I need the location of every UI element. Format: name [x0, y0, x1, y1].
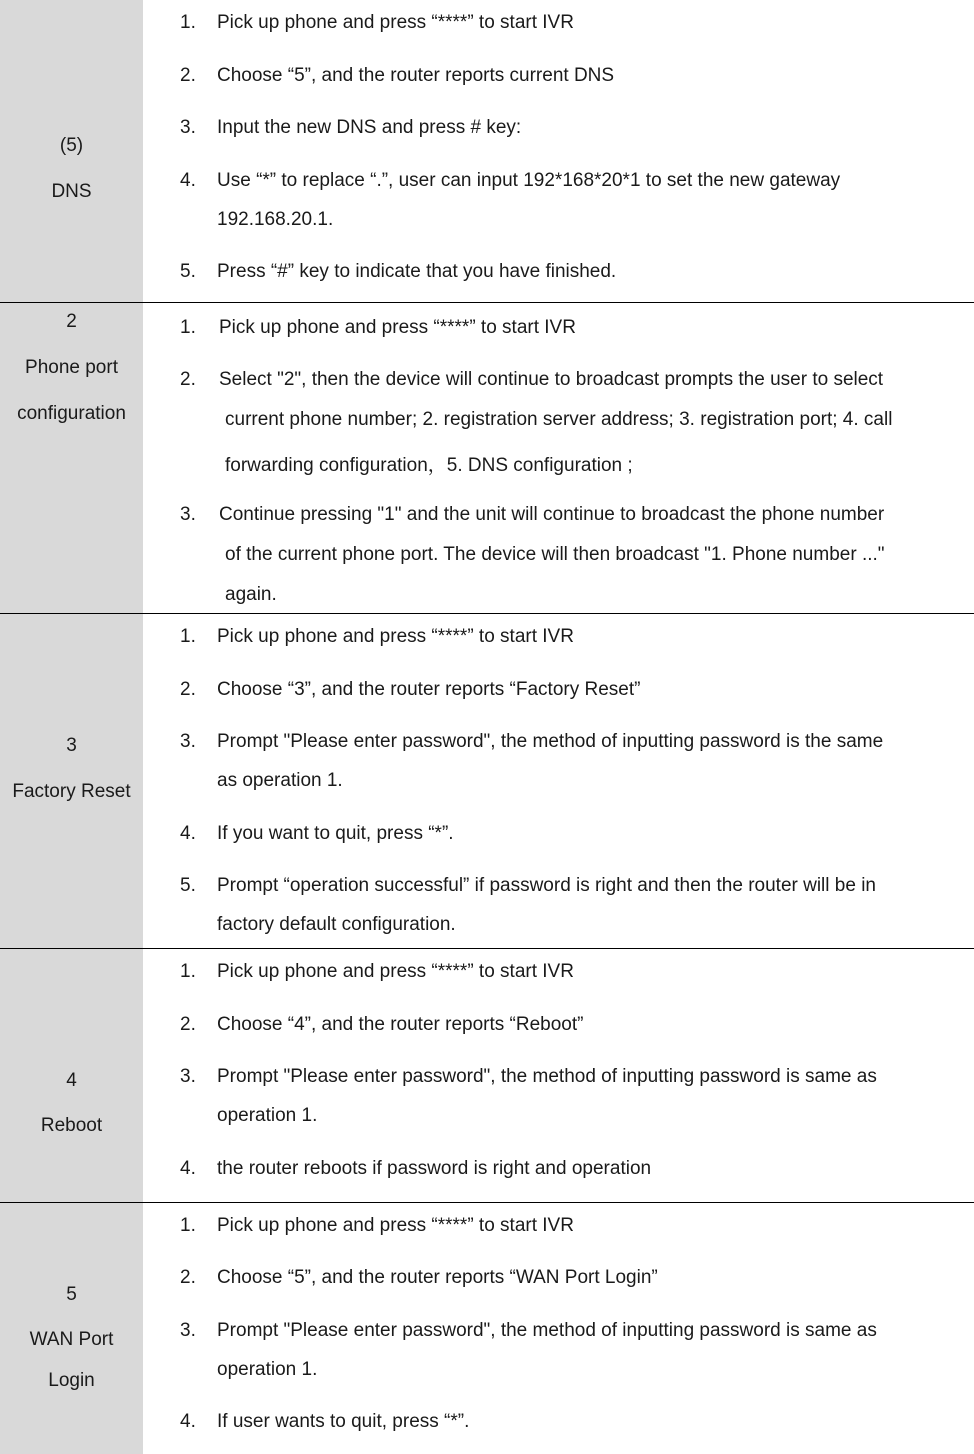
row-label-cell: [0, 1203, 143, 1454]
row-steps-cell: [143, 614, 974, 948]
step-number: 4.: [180, 170, 196, 191]
step-text-line: Choose “5”, and the router reports current DNS: [217, 65, 615, 86]
step-text-line: Prompt “operation successful” if password is right and then the router will be in: [217, 875, 876, 896]
step-text-line: Pick up phone and press “****” to start IVR: [217, 626, 574, 647]
step-text-line: Prompt "Please enter password", the method of inputting password is same as: [217, 1066, 877, 1087]
step-text-line: Pick up phone and press “****” to start IVR: [217, 961, 574, 982]
row-label-cell: [0, 614, 143, 948]
row-label-line: 3: [66, 735, 77, 756]
row-label-line: 2: [66, 311, 77, 332]
row-label-line: Factory Reset: [12, 781, 131, 802]
step-number: 4.: [180, 1158, 196, 1179]
step-text-line: forwarding configuration，5. DNS configuration ;: [225, 455, 633, 476]
step-number: 5.: [180, 875, 196, 896]
row-label-line: WAN Port: [29, 1329, 114, 1350]
step-text-line: as operation 1.: [217, 770, 343, 791]
row-label-cell: [0, 949, 143, 1202]
table-row: [0, 303, 974, 613]
row-label-line: DNS: [51, 181, 92, 202]
row-label-line: 5: [66, 1284, 77, 1305]
table-row: [0, 0, 974, 302]
row-label-line: configuration: [17, 403, 126, 424]
table-row: [0, 949, 974, 1202]
step-number: 3.: [180, 731, 196, 752]
row-steps-cell: [143, 303, 974, 613]
step-text-line: factory default configuration.: [217, 914, 456, 935]
step-text-line: Pick up phone and press “****” to start IVR: [219, 317, 576, 338]
step-number: 1.: [180, 1215, 196, 1236]
step-text-line: Prompt "Please enter password", the method of inputting password is the same: [217, 731, 884, 752]
step-text-line: of the current phone port. The device will then broadcast "1. Phone number ...": [225, 544, 885, 565]
step-number: 2.: [180, 65, 196, 86]
step-number: 2.: [180, 1014, 196, 1035]
step-text-line: again.: [225, 584, 277, 605]
step-text-line: current phone number; 2. registration server address; 3. registration port; 4. call: [225, 409, 893, 430]
step-number: 2.: [180, 679, 196, 700]
step-text-line: Prompt "Please enter password", the method of inputting password is same as: [217, 1320, 877, 1341]
step-number: 2.: [180, 1267, 196, 1288]
step-text-line: Choose “3”, and the router reports “Factory Reset”: [217, 679, 641, 700]
step-text-line: Pick up phone and press “****” to start IVR: [217, 12, 574, 33]
row-label-line: 4: [66, 1070, 77, 1091]
step-text-line: Input the new DNS and press # key:: [217, 117, 522, 138]
step-number: 4.: [180, 823, 196, 844]
row-label-line: (5): [59, 135, 84, 156]
step-text-line: Continue pressing "1" and the unit will continue to broadcast the phone number: [219, 504, 885, 525]
row-label-line: Login: [48, 1370, 95, 1391]
row-steps-cell: [143, 1203, 974, 1454]
step-text-line: the router reboots if password is right and operation: [217, 1158, 652, 1179]
step-text-line: Press “#” key to indicate that you have finished.: [217, 261, 617, 282]
step-number: 1.: [180, 317, 196, 338]
row-steps-cell: [143, 0, 974, 302]
step-number: 3.: [180, 117, 196, 138]
step-text-line: operation 1.: [217, 1359, 318, 1380]
row-label-line: Phone port: [25, 357, 118, 378]
step-number: 1.: [180, 626, 196, 647]
step-number: 1.: [180, 961, 196, 982]
step-text-line: 192.168.20.1.: [217, 209, 334, 230]
step-text-line: If user wants to quit, press “*”.: [217, 1411, 470, 1432]
step-number: 3.: [180, 504, 196, 525]
step-text-line: Pick up phone and press “****” to start IVR: [217, 1215, 574, 1236]
step-number: 3.: [180, 1320, 196, 1341]
step-text-line: operation 1.: [217, 1105, 318, 1126]
step-text-line: Choose “4”, and the router reports “Reboot”: [217, 1014, 584, 1035]
table-row: [0, 1203, 974, 1454]
row-label-cell: [0, 0, 143, 302]
row-label-line: Reboot: [40, 1115, 103, 1136]
row-label-cell: [0, 303, 143, 613]
table-row: [0, 614, 974, 948]
step-number: 5.: [180, 261, 196, 282]
step-number: 2.: [180, 369, 196, 390]
step-number: 3.: [180, 1066, 196, 1087]
step-text-line: Use “*” to replace “.”, user can input 192*168*20*1 to set the new gateway: [217, 170, 841, 191]
step-number: 4.: [180, 1411, 196, 1432]
step-text-line: Select "2", then the device will continue to broadcast prompts the user to select: [219, 369, 884, 390]
step-text-line: If you want to quit, press “*”.: [217, 823, 454, 844]
row-steps-cell: [143, 949, 974, 1202]
step-number: 1.: [180, 12, 196, 33]
step-text-line: Choose “5”, and the router reports “WAN Port Login”: [217, 1267, 658, 1288]
